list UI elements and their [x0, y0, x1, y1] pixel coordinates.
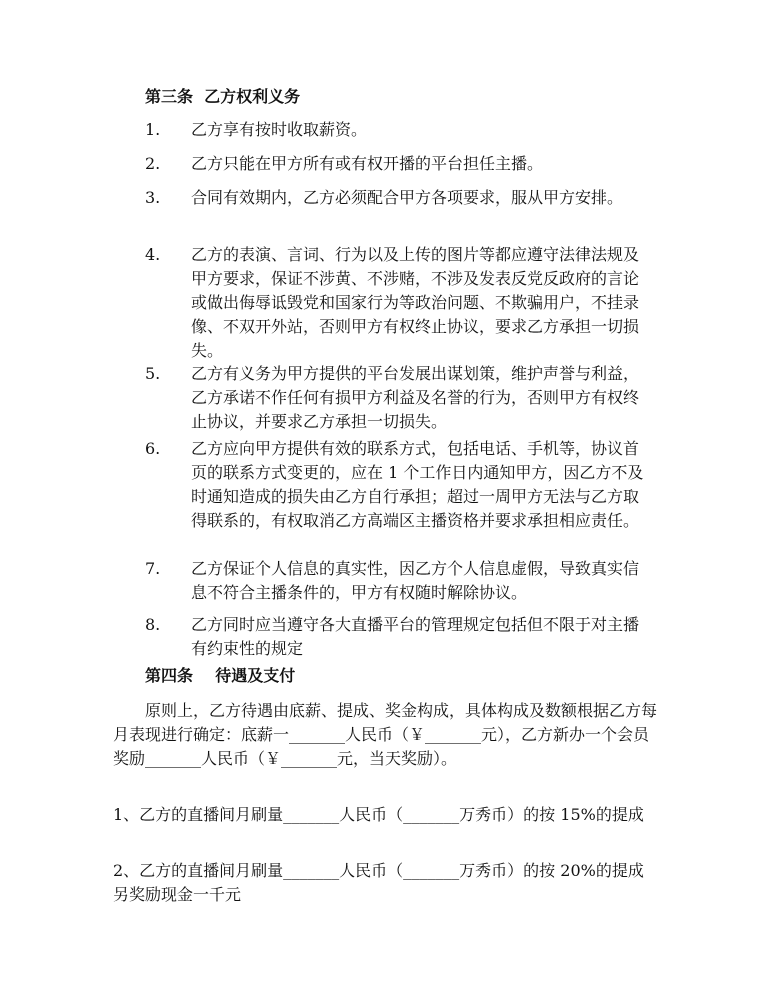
list-item-text: 乙方有义务为甲方提供的平台发展出谋划策，维护声誉与利益，乙方承诺不作任何有损甲方利益及名誉的行为，否则甲方有权终止协议，并要求乙方承担一切损失。 — [191, 364, 640, 431]
list-item — [145, 362, 665, 434]
list-item-number: 5. — [145, 364, 161, 383]
list-item — [145, 186, 665, 210]
list-item-text: 乙方只能在甲方所有或有权开播的平台担任主播。 — [191, 154, 544, 173]
list-item-text: 乙方享有按时收取薪资。 — [191, 120, 368, 139]
list-item-text: 乙方的表演、言词、行为以及上传的图片等都应遵守法律法规及甲方要求，保证不涉黄、不涉赌，不涉及发表反党反政府的言论或做出侮辱诋毁党和国家行为等政治问题、不欺骗用户，不挂录像、不双开外站，否则甲方有权终止协议，要求乙方承担一切损失。 — [191, 245, 640, 360]
commission-tier-1: 1、乙方的直播间月刷量_______人民币（_______万秀币）的按 15%的提成 — [113, 805, 644, 824]
commission-tier-2: 2、乙方的直播间月刷量_______人民币（_______万秀币）的按 20%的提成另奖励现金一千元 — [113, 861, 644, 904]
list-item — [145, 152, 665, 176]
list-item-text: 乙方应向甲方提供有效的联系方式，包括电话、手机等，协议首页的联系方式变更的，应在 1 个工作日内通知甲方，因乙方不及时通知造成的损失由乙方自行承担；超过一周甲方无法与乙方取得联系的，有权取消乙方高端区主播资格并要求承担相应责任。 — [191, 439, 644, 530]
article-4-heading: 第四条 待遇及支付 — [145, 666, 296, 685]
list-item — [145, 613, 665, 661]
list-item-number: 6. — [145, 439, 161, 458]
article-3-heading: 第三条 乙方权利义务 — [145, 87, 301, 106]
list-item — [145, 557, 665, 605]
list-item — [145, 437, 665, 533]
list-item-text: 合同有效期内，乙方必须配合甲方各项要求，服从甲方安排。 — [191, 188, 624, 207]
list-item-number: 7. — [145, 559, 161, 578]
list-item — [145, 118, 665, 142]
list-item-number: 4. — [145, 245, 161, 264]
compensation-paragraph: 原则上，乙方待遇由底薪、提成、奖金构成，具体构成及数额根据乙方每月表现进行确定：底薪一_______人民币（￥_______元），乙方新办一个会员奖励_______人民币（￥_______元，当天奖励）。 — [113, 701, 658, 768]
list-item-text: 乙方保证个人信息的真实性，因乙方个人信息虚假，导致真实信息不符合主播条件的，甲方有权随时解除协议。 — [191, 559, 640, 602]
list-item-text: 乙方同时应当遵守各大直播平台的管理规定包括但不限于对主播有约束性的规定 — [191, 615, 640, 658]
list-item-number: 1. — [145, 120, 161, 139]
list-item — [145, 243, 665, 363]
list-item-number: 3. — [145, 188, 161, 207]
list-item-number: 2. — [145, 154, 161, 173]
list-item-number: 8. — [145, 615, 161, 634]
